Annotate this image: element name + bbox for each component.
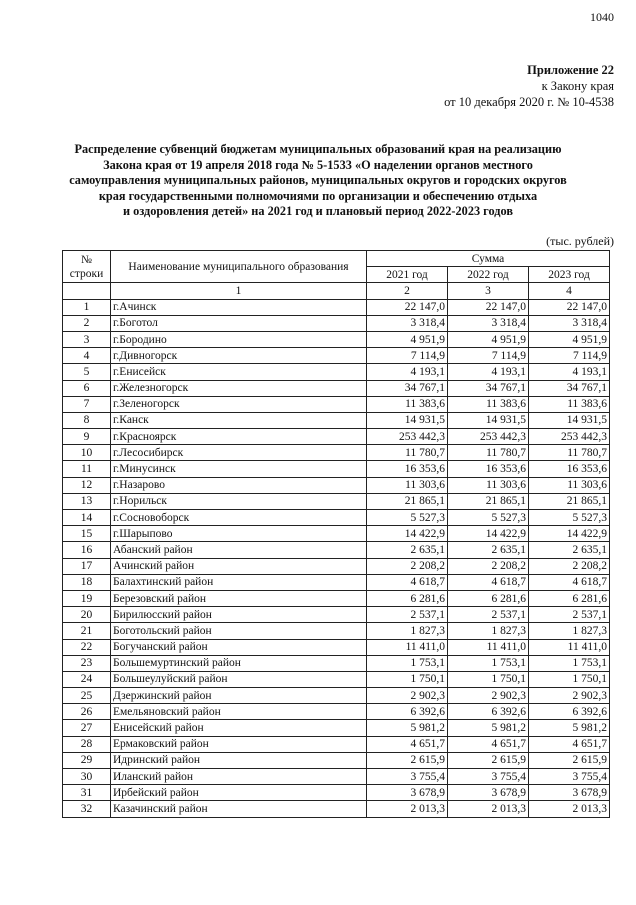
amount-2022: 34 767,1	[448, 380, 529, 396]
amount-2021: 1 753,1	[367, 655, 448, 671]
appendix-title: Приложение 22	[527, 63, 614, 77]
table-row	[63, 461, 610, 477]
table-row	[63, 315, 610, 331]
row-number: 28	[63, 736, 111, 752]
amount-2023: 3 678,9	[529, 785, 610, 801]
table-row	[63, 364, 610, 380]
amount-2022: 4 651,7	[448, 736, 529, 752]
amount-2022: 5 981,2	[448, 720, 529, 736]
amount-2022: 5 527,3	[448, 510, 529, 526]
header-num-symbol: №	[81, 253, 92, 266]
amount-2022: 2 615,9	[448, 752, 529, 768]
amount-2023: 22 147,0	[529, 299, 610, 315]
amount-2021: 6 281,6	[367, 590, 448, 606]
municipality-name: Иланский район	[111, 769, 367, 785]
amount-2021: 14 931,5	[367, 412, 448, 428]
column-number: 2	[367, 283, 448, 299]
amount-2022: 1 750,1	[448, 671, 529, 687]
header-municipality-name: Наименование муниципального образования	[111, 251, 367, 283]
amount-2023: 11 303,6	[529, 477, 610, 493]
table-row	[63, 590, 610, 606]
municipality-name: Абанский район	[111, 542, 367, 558]
amount-2021: 34 767,1	[367, 380, 448, 396]
table-row	[63, 720, 610, 736]
municipality-name: Ачинский район	[111, 558, 367, 574]
row-number: 19	[63, 590, 111, 606]
amount-2023: 21 865,1	[529, 493, 610, 509]
amount-2021: 6 392,6	[367, 704, 448, 720]
header-row	[63, 251, 610, 267]
amount-2021: 7 114,9	[367, 348, 448, 364]
table-row	[63, 623, 610, 639]
row-number: 26	[63, 704, 111, 720]
amount-2021: 1 827,3	[367, 623, 448, 639]
amount-2022: 22 147,0	[448, 299, 529, 315]
amount-2022: 6 392,6	[448, 704, 529, 720]
amount-2022: 4 193,1	[448, 364, 529, 380]
amount-2022: 6 281,6	[448, 590, 529, 606]
table-row	[63, 574, 610, 590]
table-row	[63, 348, 610, 364]
row-number: 24	[63, 671, 111, 687]
row-number: 18	[63, 574, 111, 590]
column-number: 3	[448, 283, 529, 299]
municipality-name: Ирбейский район	[111, 785, 367, 801]
municipality-name: г.Енисейск	[111, 364, 367, 380]
column-number-row	[63, 283, 610, 299]
amount-2021: 22 147,0	[367, 299, 448, 315]
row-number: 21	[63, 623, 111, 639]
title-line: Закона края от 19 апреля 2018 года № 5-1533 «О наделении органов местного	[103, 157, 533, 172]
amount-2022: 3 318,4	[448, 315, 529, 331]
amount-2022: 2 537,1	[448, 607, 529, 623]
row-number: 14	[63, 510, 111, 526]
row-number: 32	[63, 801, 111, 817]
municipality-name: Идринский район	[111, 752, 367, 768]
header-year-2022: 2022 год	[448, 267, 529, 283]
amount-2022: 3 678,9	[448, 785, 529, 801]
amount-2021: 3 318,4	[367, 315, 448, 331]
amount-2022: 2 635,1	[448, 542, 529, 558]
row-number: 22	[63, 639, 111, 655]
amount-2023: 5 981,2	[529, 720, 610, 736]
table-body	[63, 299, 610, 817]
amount-2021: 2 537,1	[367, 607, 448, 623]
amount-2021: 2 208,2	[367, 558, 448, 574]
amount-2022: 11 780,7	[448, 445, 529, 461]
amount-2021: 16 353,6	[367, 461, 448, 477]
row-number: 29	[63, 752, 111, 768]
appendix-law-reference: к Закону края	[541, 79, 614, 93]
title-line: самоуправления муниципальных районов, муниципальных округов и городских округов	[69, 173, 567, 188]
row-number: 6	[63, 380, 111, 396]
municipality-name: Казачинский район	[111, 801, 367, 817]
municipality-name: г.Норильск	[111, 493, 367, 509]
table-row	[63, 769, 610, 785]
table-row	[63, 477, 610, 493]
amount-2023: 253 442,3	[529, 429, 610, 445]
row-number: 5	[63, 364, 111, 380]
amount-2021: 11 780,7	[367, 445, 448, 461]
appendix-header	[444, 62, 614, 110]
row-number: 10	[63, 445, 111, 461]
table-row	[63, 412, 610, 428]
municipality-name: Емельяновский район	[111, 704, 367, 720]
amount-2023: 2 208,2	[529, 558, 610, 574]
document-title	[20, 142, 616, 220]
header-year-2023: 2023 год	[529, 267, 610, 283]
row-number: 8	[63, 412, 111, 428]
row-number: 30	[63, 769, 111, 785]
header-year-2021: 2021 год	[367, 267, 448, 283]
municipality-name: г.Назарово	[111, 477, 367, 493]
row-number: 13	[63, 493, 111, 509]
row-number: 15	[63, 526, 111, 542]
table-row	[63, 671, 610, 687]
municipality-name: г.Бородино	[111, 331, 367, 347]
table-row	[63, 396, 610, 412]
row-number: 23	[63, 655, 111, 671]
table-row	[63, 607, 610, 623]
row-number: 27	[63, 720, 111, 736]
table-row	[63, 704, 610, 720]
table-row	[63, 542, 610, 558]
row-number: 12	[63, 477, 111, 493]
amount-2021: 11 383,6	[367, 396, 448, 412]
amount-2023: 16 353,6	[529, 461, 610, 477]
row-number: 3	[63, 331, 111, 347]
amount-2023: 14 422,9	[529, 526, 610, 542]
municipality-name: г.Шарыпово	[111, 526, 367, 542]
amount-2023: 7 114,9	[529, 348, 610, 364]
amount-2022: 14 931,5	[448, 412, 529, 428]
column-number-blank	[63, 283, 111, 299]
table-row	[63, 639, 610, 655]
amount-2021: 5 981,2	[367, 720, 448, 736]
row-number: 31	[63, 785, 111, 801]
amount-2022: 14 422,9	[448, 526, 529, 542]
amount-2023: 4 618,7	[529, 574, 610, 590]
title-line: края государственными полномочиями по организации и обеспечению отдыха	[98, 188, 538, 203]
amount-2021: 2 635,1	[367, 542, 448, 558]
municipality-name: г.Ачинск	[111, 299, 367, 315]
amount-2023: 2 013,3	[529, 801, 610, 817]
title-line: Распределение субвенций бюджетам муниципальных образований края на реализацию	[74, 142, 562, 156]
municipality-name: Березовский район	[111, 590, 367, 606]
row-number: 9	[63, 429, 111, 445]
amount-2021: 11 411,0	[367, 639, 448, 655]
amount-2023: 2 902,3	[529, 688, 610, 704]
municipality-name: г.Канск	[111, 412, 367, 428]
amount-2021: 2 615,9	[367, 752, 448, 768]
amount-2022: 4 618,7	[448, 574, 529, 590]
amount-2021: 2 902,3	[367, 688, 448, 704]
amount-2022: 253 442,3	[448, 429, 529, 445]
amount-2023: 11 780,7	[529, 445, 610, 461]
municipality-name: г.Минусинск	[111, 461, 367, 477]
amount-2023: 14 931,5	[529, 412, 610, 428]
table-row	[63, 752, 610, 768]
amount-2022: 2 208,2	[448, 558, 529, 574]
amount-2023: 4 951,9	[529, 331, 610, 347]
amount-2021: 253 442,3	[367, 429, 448, 445]
amount-2023: 11 411,0	[529, 639, 610, 655]
row-number: 7	[63, 396, 111, 412]
amount-2021: 4 618,7	[367, 574, 448, 590]
amount-2021: 4 193,1	[367, 364, 448, 380]
table-row	[63, 558, 610, 574]
municipality-name: г.Зеленогорск	[111, 396, 367, 412]
amount-2023: 11 383,6	[529, 396, 610, 412]
amount-2022: 1 827,3	[448, 623, 529, 639]
table-row	[63, 736, 610, 752]
appendix-law-date: от 10 декабря 2020 г. № 10-4538	[444, 95, 614, 109]
municipality-name: Бирилюсский район	[111, 607, 367, 623]
amount-2023: 1 827,3	[529, 623, 610, 639]
header-row-number	[63, 251, 111, 283]
column-number: 4	[529, 283, 610, 299]
table-row	[63, 526, 610, 542]
municipality-name: г.Железногорск	[111, 380, 367, 396]
table-row	[63, 380, 610, 396]
amount-2023: 5 527,3	[529, 510, 610, 526]
table-row	[63, 785, 610, 801]
amount-2023: 34 767,1	[529, 380, 610, 396]
municipality-name: г.Красноярск	[111, 429, 367, 445]
amount-2022: 16 353,6	[448, 461, 529, 477]
amount-2023: 1 750,1	[529, 671, 610, 687]
amount-2023: 2 635,1	[529, 542, 610, 558]
municipality-name: Богучанский район	[111, 639, 367, 655]
amount-2022: 21 865,1	[448, 493, 529, 509]
municipality-name: Ермаковский район	[111, 736, 367, 752]
row-number: 17	[63, 558, 111, 574]
municipality-name: Боготольский район	[111, 623, 367, 639]
amount-2021: 4 951,9	[367, 331, 448, 347]
amount-2022: 11 411,0	[448, 639, 529, 655]
table-row	[63, 510, 610, 526]
municipality-name: Дзержинский район	[111, 688, 367, 704]
amount-2022: 1 753,1	[448, 655, 529, 671]
municipality-name: г.Лесосибирск	[111, 445, 367, 461]
amount-2021: 11 303,6	[367, 477, 448, 493]
table-row	[63, 299, 610, 315]
title-line: и оздоровления детей» на 2021 год и плановый период 2022-2023 годов	[123, 204, 513, 219]
row-number: 1	[63, 299, 111, 315]
header-num-word: строки	[69, 267, 104, 280]
amount-2023: 6 392,6	[529, 704, 610, 720]
units-label: (тыс. рублей)	[546, 234, 614, 248]
amount-2023: 1 753,1	[529, 655, 610, 671]
table-row	[63, 655, 610, 671]
amount-2022: 4 951,9	[448, 331, 529, 347]
table-row	[63, 445, 610, 461]
amount-2021: 5 527,3	[367, 510, 448, 526]
amount-2021: 21 865,1	[367, 493, 448, 509]
amount-2023: 3 755,4	[529, 769, 610, 785]
amount-2021: 1 750,1	[367, 671, 448, 687]
row-number: 2	[63, 315, 111, 331]
amount-2022: 7 114,9	[448, 348, 529, 364]
table-row	[63, 331, 610, 347]
table-row	[63, 429, 610, 445]
row-number: 20	[63, 607, 111, 623]
amount-2022: 2 902,3	[448, 688, 529, 704]
header-sum: Сумма	[367, 251, 610, 267]
subsidy-table	[62, 250, 610, 818]
row-number: 4	[63, 348, 111, 364]
amount-2022: 3 755,4	[448, 769, 529, 785]
amount-2023: 3 318,4	[529, 315, 610, 331]
amount-2022: 2 013,3	[448, 801, 529, 817]
municipality-name: г.Боготол	[111, 315, 367, 331]
amount-2023: 2 615,9	[529, 752, 610, 768]
row-number: 16	[63, 542, 111, 558]
column-number: 1	[111, 283, 367, 299]
amount-2021: 4 651,7	[367, 736, 448, 752]
amount-2022: 11 303,6	[448, 477, 529, 493]
amount-2021: 14 422,9	[367, 526, 448, 542]
amount-2023: 4 193,1	[529, 364, 610, 380]
amount-2021: 2 013,3	[367, 801, 448, 817]
page-number: 1040	[590, 10, 614, 24]
table-row	[63, 801, 610, 817]
amount-2022: 11 383,6	[448, 396, 529, 412]
table-row	[63, 688, 610, 704]
municipality-name: г.Дивногорск	[111, 348, 367, 364]
table-header	[63, 251, 610, 300]
municipality-name: Балахтинский район	[111, 574, 367, 590]
row-number: 25	[63, 688, 111, 704]
municipality-name: Енисейский район	[111, 720, 367, 736]
municipality-name: Большеулуйский район	[111, 671, 367, 687]
amount-2021: 3 678,9	[367, 785, 448, 801]
amount-2023: 6 281,6	[529, 590, 610, 606]
amount-2023: 2 537,1	[529, 607, 610, 623]
amount-2023: 4 651,7	[529, 736, 610, 752]
row-number: 11	[63, 461, 111, 477]
municipality-name: г.Сосновоборск	[111, 510, 367, 526]
amount-2021: 3 755,4	[367, 769, 448, 785]
municipality-name: Большемуртинский район	[111, 655, 367, 671]
table-row	[63, 493, 610, 509]
